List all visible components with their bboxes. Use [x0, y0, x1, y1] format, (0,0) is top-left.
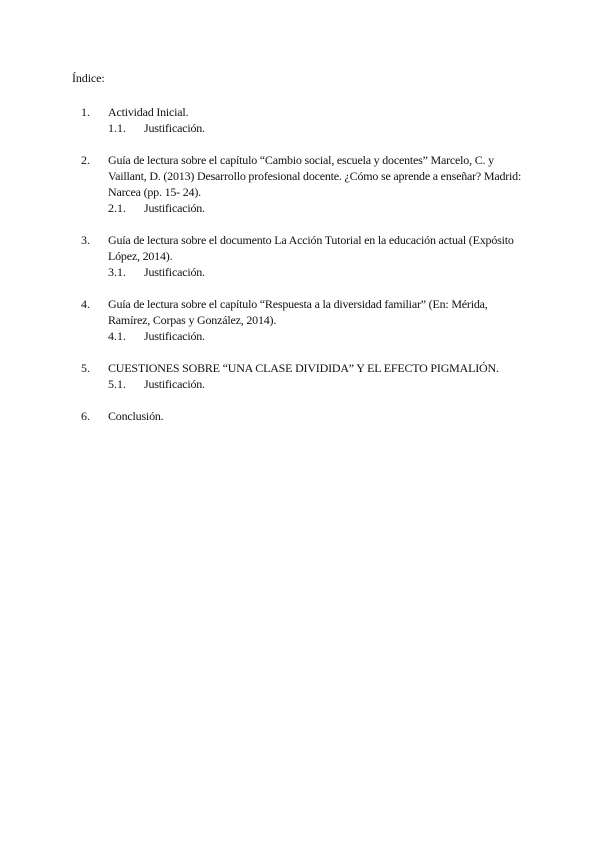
subentry-label: Justificación. — [144, 201, 205, 215]
subentry-number: 3.1. — [108, 265, 126, 279]
subentry-number: 2.1. — [108, 201, 126, 215]
subentry-number: 4.1. — [108, 329, 126, 343]
subentry-label: Justificación. — [144, 329, 205, 343]
entry-number: 2. — [81, 153, 90, 167]
entry-title: Guía de lectura sobre el capítulo “Respuesta a la diversidad familiar” (En: Mérida, Ramírez, Corpas y González, 2014). — [108, 297, 488, 327]
entry-title: Conclusión. — [108, 409, 164, 423]
entry-number: 3. — [81, 233, 90, 247]
entry-number: 1. — [81, 105, 90, 119]
subentry-number: 1.1. — [108, 121, 126, 135]
subentry-label: Justificación. — [144, 121, 205, 135]
entry-title: Guía de lectura sobre el documento La Acción Tutorial en la educación actual (Expósito López, 2014). — [108, 233, 514, 263]
entry-number: 4. — [81, 297, 90, 311]
entry-title: CUESTIONES SOBRE “UNA CLASE DIVIDIDA” Y EL EFECTO PIGMALIÓN. — [108, 361, 499, 375]
entry-number: 6. — [81, 409, 90, 423]
index-heading: Índice: — [72, 71, 105, 85]
entry-title: Actividad Inicial. — [108, 105, 189, 119]
entry-number: 5. — [81, 361, 90, 375]
subentry-label: Justificación. — [144, 377, 205, 391]
entry-title: Guía de lectura sobre el capítulo “Cambio social, escuela y docentes” Marcelo, C. y Vaillant, D. (2013) Desarrollo profesional docente. ¿Cómo se aprende a enseñar? Madrid: Narcea (pp. 15- 24). — [108, 153, 522, 199]
subentry-number: 5.1. — [108, 377, 126, 391]
subentry-label: Justificación. — [144, 265, 205, 279]
